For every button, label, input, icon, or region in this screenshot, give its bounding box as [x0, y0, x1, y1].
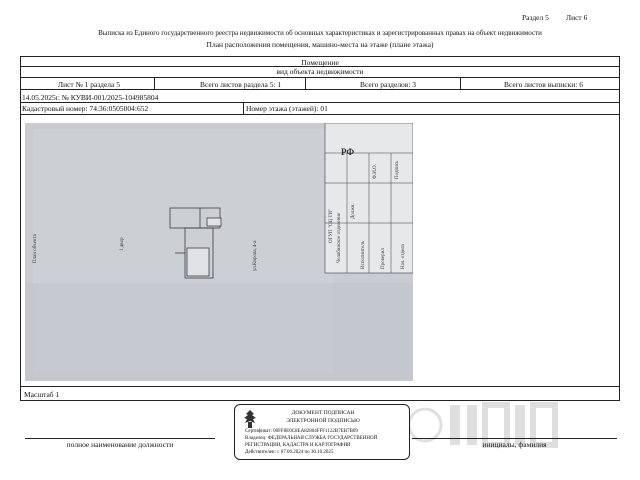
- stamp-validity: Действителен: с 07.06.2024 по 30.10.2025: [245, 450, 334, 455]
- plan-label-street: ул.Кирова, 4-а: [253, 240, 258, 271]
- divider: [20, 77, 620, 78]
- position-label: полное наименование должности: [66, 440, 174, 449]
- document-subtitle: План расположения помещения, машино-места на этаже (плане этажа): [206, 40, 434, 49]
- document-title: Выписка из Единого государственного реестра недвижимости об основных характеристиках и зарегистрированных правах на объект недвижимости: [98, 29, 542, 37]
- stamp-owner-1: Владелец: ФЕДЕРАЛЬНАЯ СЛУЖБА ГОСУДАРСТВЕННОЙ: [245, 436, 378, 441]
- floor-number: Номер этажа (этажей): 01: [246, 104, 328, 113]
- name-label: инициалы, фамилия: [482, 440, 547, 449]
- divider: [460, 77, 461, 89]
- name-line: [412, 438, 617, 439]
- plan-table-label: Должн.: [351, 203, 356, 219]
- total-sheets-section: Всего листов раздела 5: 1: [200, 80, 282, 89]
- stamp-certificate: Сертификат: 00FF8E0C8EA82804FFF1122B7EB7B09: [245, 429, 358, 434]
- divider: [154, 77, 155, 89]
- divider: [20, 102, 620, 103]
- divider: [20, 89, 620, 90]
- section-number: Раздел 5: [522, 13, 549, 22]
- plan-table-label: Исполнитель: [361, 241, 366, 269]
- plan-table-label: Подпись: [395, 160, 400, 179]
- sheet-no: Лист № 1 раздела 5: [58, 80, 120, 89]
- floor-plan-drawing: [25, 123, 413, 381]
- plan-org-branch: Челябинское отделение: [337, 212, 342, 263]
- stamp-line1: ДОКУМЕНТ ПОДПИСАН: [291, 410, 355, 416]
- plan-table-label: Нач. отдела: [401, 244, 406, 269]
- divider: [243, 102, 244, 114]
- object-heading: Помещение: [301, 58, 339, 67]
- e-signature-stamp: [234, 404, 410, 460]
- stamp-owner-2: РЕГИСТРАЦИИ, КАДАСТРА И КАРТОГРАФИИ: [245, 443, 351, 448]
- plan-label-courtyard: 1 двор: [120, 237, 125, 251]
- scale-label: Масштаб 1: [24, 390, 60, 399]
- total-sections: Всего разделов: 3: [360, 80, 417, 89]
- sheet-number: Лист 6: [566, 13, 588, 22]
- object-subheading: вид объекта недвижимости: [276, 67, 364, 76]
- divider: [20, 114, 620, 115]
- position-line: [25, 438, 215, 439]
- divider: [305, 77, 306, 89]
- plan-table-label: Ф.И.О.: [373, 164, 378, 179]
- plan-org-name: ОГУП "ОЦ ТИ": [329, 208, 334, 243]
- floor-plan-scan: [25, 123, 413, 381]
- stamp-line2: ЭЛЕКТРОННОЙ ПОДПИСЬЮ: [286, 418, 360, 424]
- divider: [20, 386, 620, 387]
- plan-table-label: Проверил: [381, 248, 386, 269]
- record-date-number: 14.05.2025г. № КУВИ-001/2025-104985804: [22, 93, 159, 102]
- rf-mark: РФ: [341, 147, 355, 157]
- cadastral-number: Кадастровый номер: 74:36:0505004:652: [22, 104, 149, 113]
- total-sheets-extract: Всего листов выписки: 6: [504, 80, 583, 89]
- plan-label-left: План объекта: [33, 234, 38, 263]
